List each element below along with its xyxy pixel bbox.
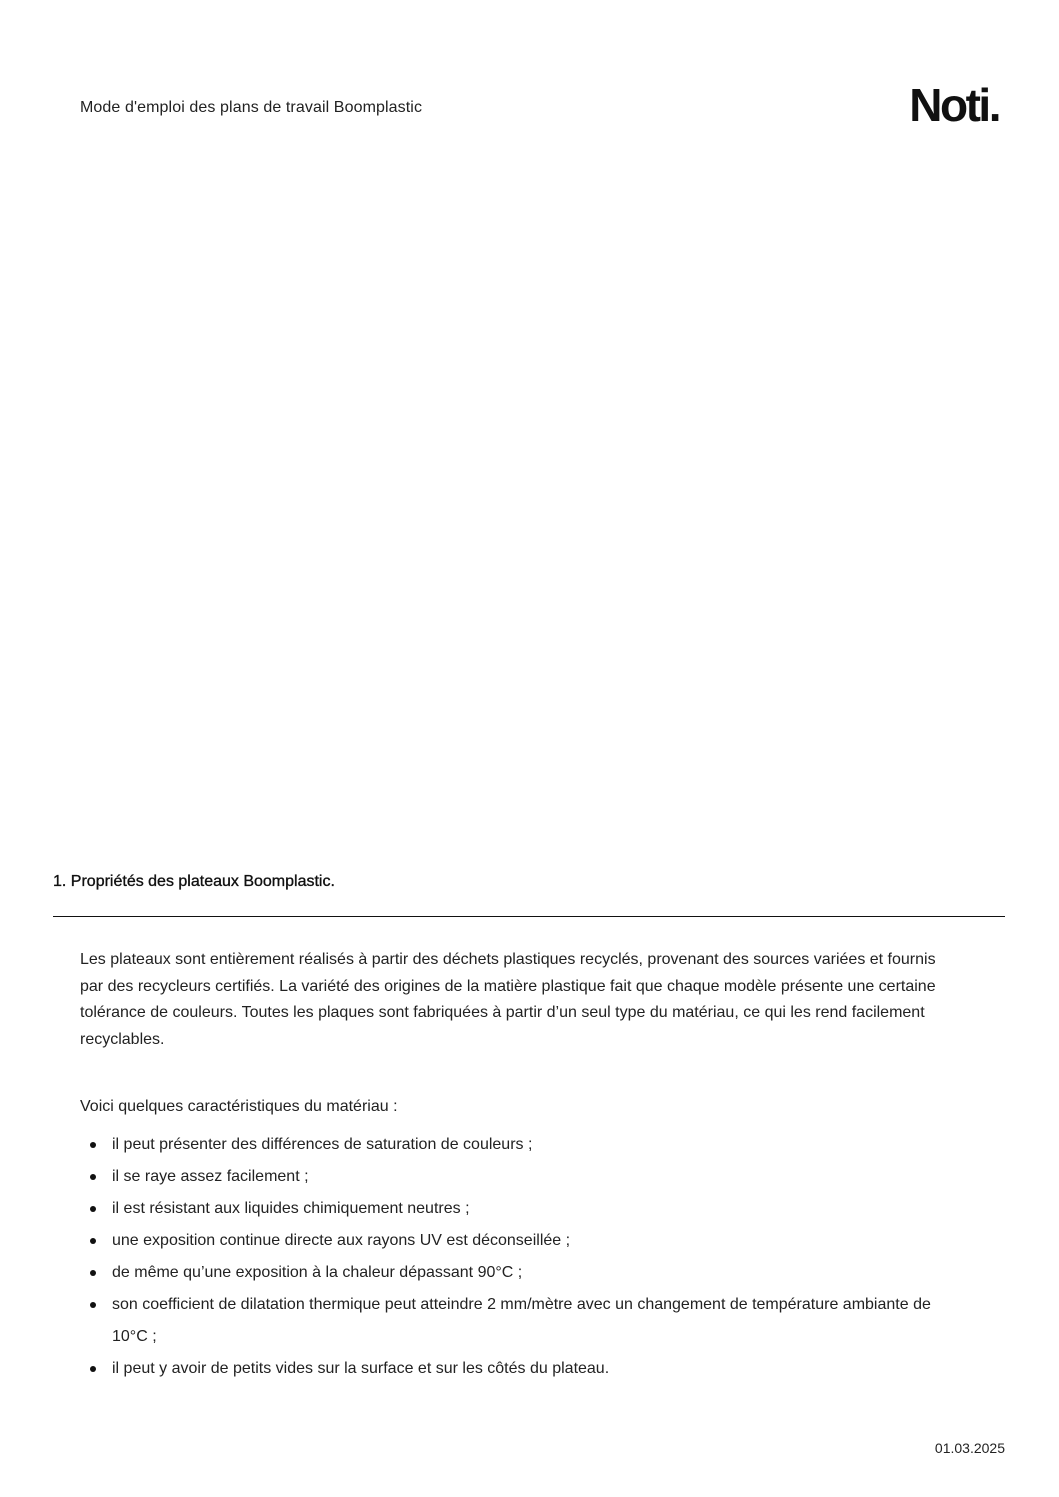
document-title: Mode d'emploi des plans de travail Boomplastic — [80, 99, 423, 116]
list-item — [112, 1161, 932, 1193]
list-item-text: une exposition continue directe aux rayons UV est déconseillée ; — [112, 1232, 571, 1249]
list-item — [112, 1129, 932, 1161]
bullet-icon — [90, 1302, 96, 1308]
list-item — [112, 1257, 932, 1289]
list-item-text: son coefficient de dilatation thermique peut atteindre 2 mm/mètre avec un changement de température ambiante de 10°C ; — [112, 1296, 931, 1345]
bullet-icon — [90, 1366, 96, 1372]
list-item-text: il peut présenter des différences de saturation de couleurs ; — [112, 1136, 533, 1153]
list-item-text: il peut y avoir de petits vides sur la surface et sur les côtés du plateau. — [112, 1360, 610, 1377]
section-intro-paragraph: Les plateaux sont entièrement réalisés à partir des déchets plastiques recyclés, provenant des sources variées et fournis par des recycleurs certifiés. La variété des origines de la matière plastique fait que chaque modèle présente une certaine tolérance de couleurs. Toutes les plaques sont fabriquées à partir d’un seul type du matériau, ce qui les rend facilement recyclables. — [80, 951, 936, 1048]
features-list — [112, 1129, 932, 1385]
list-item — [112, 1193, 932, 1225]
list-item — [112, 1225, 932, 1257]
list-item-text: de même qu’une exposition à la chaleur dépassant 90°C ; — [112, 1264, 523, 1281]
list-item-text: il est résistant aux liquides chimiquement neutres ; — [112, 1200, 470, 1217]
bullet-icon — [90, 1206, 96, 1212]
bullet-icon — [90, 1238, 96, 1244]
list-item — [112, 1289, 932, 1353]
list-item-text: il se raye assez facilement ; — [112, 1168, 309, 1185]
section-heading: 1. Propriétés des plateaux Boomplastic. — [53, 873, 335, 890]
features-lead-text: Voici quelques caractéristiques du matériau : — [80, 1098, 398, 1115]
document-date: 01.03.2025 — [934, 1440, 1005, 1456]
section-divider — [53, 916, 1005, 917]
noti-logo: Noti. — [909, 79, 999, 131]
bullet-icon — [90, 1142, 96, 1148]
bullet-icon — [90, 1270, 96, 1276]
list-item — [112, 1353, 932, 1385]
bullet-icon — [90, 1174, 96, 1180]
